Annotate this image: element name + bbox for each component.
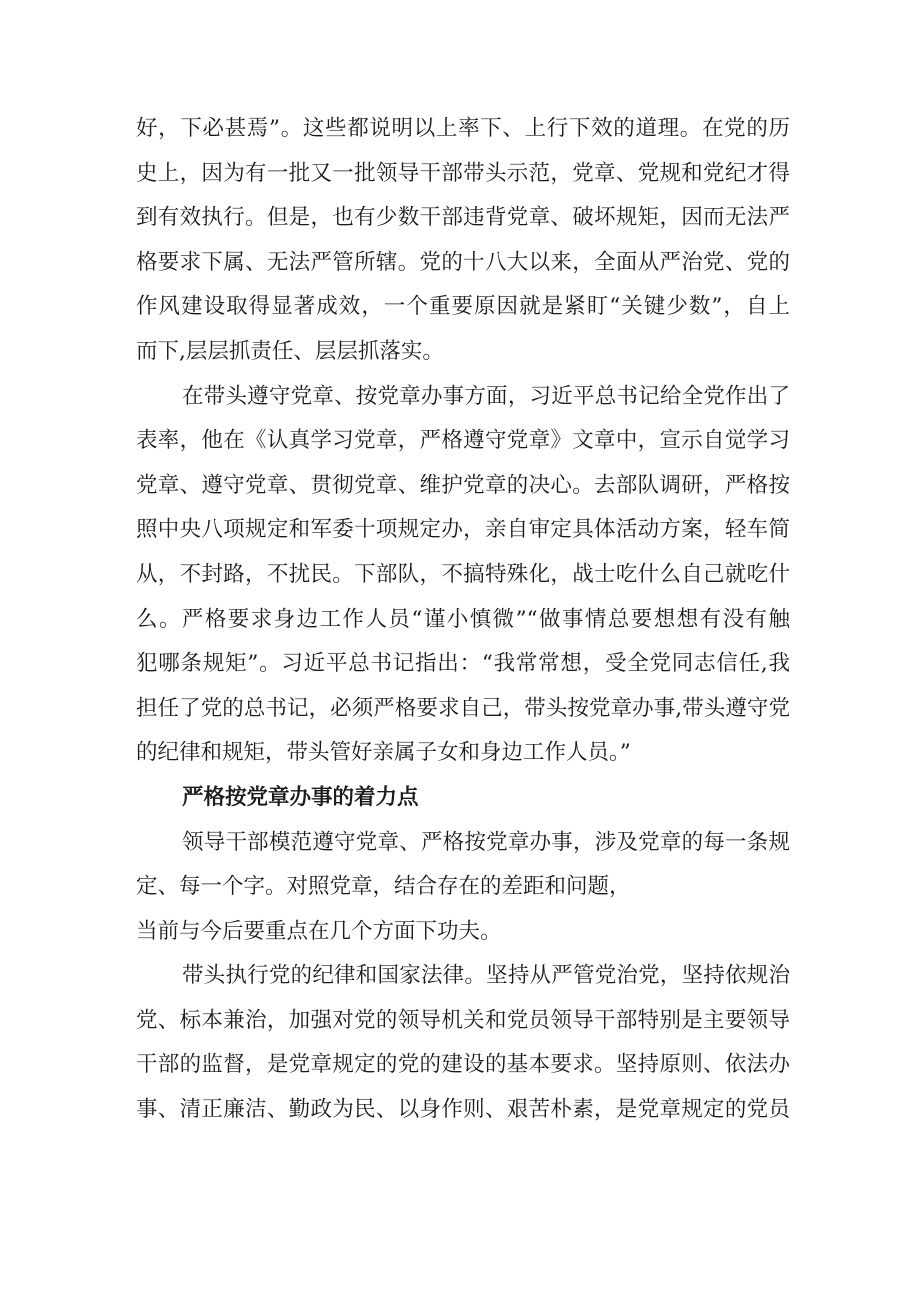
paragraph-1-line: 好，下必甚焉”。这些都说明以上率下、上行下效的道理。在党的历 (136, 116, 790, 141)
paragraph-4-line: 干部的监督，是党章规定的党的建设的基本要求。坚持原则、依法办 (136, 1052, 790, 1078)
document-page (136, 107, 790, 1133)
paragraph-3-line: 当前与今后要重点在几个方面下功夫。 (136, 918, 502, 944)
paragraph-4-line: 事、清正廉洁、勤政为民、以身作则、艰苦朴素，是党章规定的党员 (136, 1097, 790, 1123)
paragraph-4-line: 党、标本兼治，加强对党的领导机关和党员领导干部特别是主要领导 (136, 1007, 790, 1033)
section-heading: 严格按党章办事的着力点 (182, 784, 419, 810)
paragraph-1-line: 格要求下属、无法严管所辖。党的十八大以来，全面从严治党、党的 (136, 249, 790, 275)
paragraph-2-line: 从，不封路，不扰民。下部队，不搞特殊化，战士吃什么自己就吃什 (136, 561, 790, 587)
paragraph-2-line: 党章、遵守党章、贯彻党章、维护党章的决心。去部队调研，严格按 (136, 472, 790, 498)
paragraph-1-line: 到有效执行。但是，也有少数干部违背党章、破坏规矩，因而无法严 (136, 205, 790, 231)
paragraph-3-line: 定、每一个字。对照党章，结合存在的差距和问题， (136, 874, 631, 900)
paragraph-2-line: 在带头遵守党章、按党章办事方面，习近平总书记给全党作出了 (182, 383, 790, 409)
paragraph-3-line: 领导干部模范遵守党章、严格按党章办事，涉及党章的每一条规 (182, 829, 790, 855)
paragraph-2-line: 的纪律和规矩，带头管好亲属子女和身边工作人员。” (136, 740, 631, 766)
paragraph-2-line: 照中央八项规定和军委十项规定办，亲自审定具体活动方案，轻车简 (136, 517, 790, 543)
paragraph-2-line: 么。严格要求身边工作人员“谨小慎微”“做事情总要想想有没有触 (136, 606, 790, 632)
paragraph-2-line: 犯哪条规矩”。习近平总书记指出：“我常常想，受全党同志信任,我 (136, 651, 790, 677)
paragraph-1-line: 作风建设取得显著成效，一个重要原因就是紧盯“关键少数”，自上 (136, 294, 790, 320)
paragraph-1-line: 史上，因为有一批又一批领导干部带头示范，党章、党规和党纪才得 (136, 160, 790, 186)
paragraph-2-line: 表率，他在《认真学习党章，严格遵守党章》文章中，宣示自觉学习 (136, 428, 790, 454)
paragraph-2-line: 担任了党的总书记，必须严格要求自己，带头按党章办事,带头遵守党 (136, 695, 790, 721)
paragraph-1-line: 而下,层层抓责任、层层抓落实。 (136, 338, 444, 364)
paragraph-4-line: 带头执行党的纪律和国家法律。坚持从严管党治党，坚持依规治 (182, 963, 790, 989)
